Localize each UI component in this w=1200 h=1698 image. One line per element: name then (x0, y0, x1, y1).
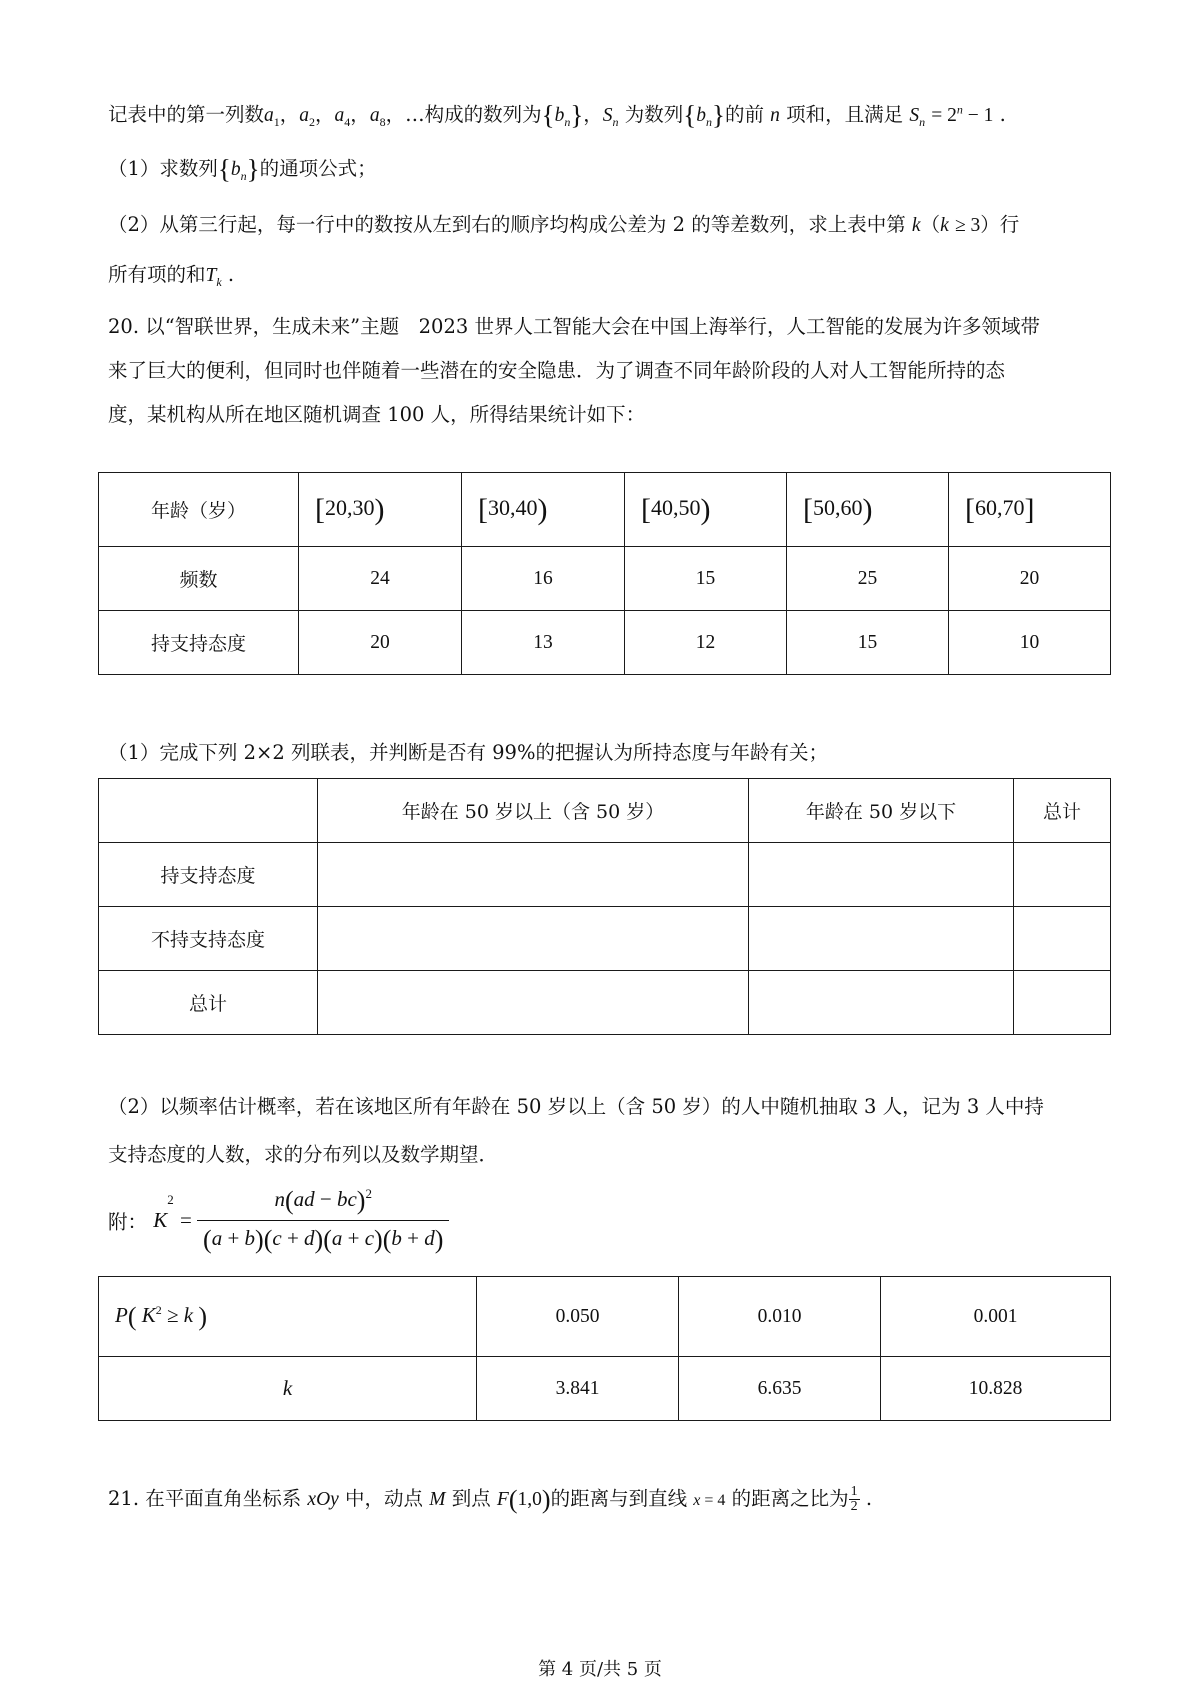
page-footer: 第 4 页/共 5 页 (538, 1659, 662, 1680)
critical-k-row (99, 1357, 1111, 1421)
part-2-line-1: （2）以频率估计概率，若在该地区所有年龄在 50 岁以上（含 50 岁）的人中随机抽取 3 人，记为 3 人中持 (108, 1095, 1044, 1118)
age-survey-table (98, 472, 1111, 675)
row-label: 总计 (99, 971, 318, 1035)
intro-line-1: 记表中的第一列数$a_1$，$a_2$，$a_4$，$a_8$，…构成的数列为$\{b_n\}$，$S_n$ 为数列$\{b_n\}$的前 n 项和，且满足 $S_n = 2^n - 1$ . (108, 100, 1006, 130)
table-cell: 0.010 (679, 1277, 881, 1357)
probability-row (99, 1277, 1111, 1357)
problem-20-line-3: 度，某机构从所在地区随机调查 100 人，所得结果统计如下： (108, 403, 646, 426)
age-header-label: 年龄（岁） (99, 473, 299, 547)
table-cell (318, 843, 749, 907)
row-label: 持支持态度 (99, 843, 318, 907)
contingency-header-row (99, 779, 1111, 843)
table-cell (749, 971, 1014, 1035)
table-cell: 6.635 (679, 1357, 881, 1421)
support-row (99, 611, 1111, 675)
problem-20-line-1: 20. 以“智联世界，生成未来”主题 2023 世界人工智能大会在中国上海举行，人工智能的发展为许多领域带 (108, 315, 1040, 338)
table-cell: 12 (625, 611, 787, 675)
table-cell (318, 907, 749, 971)
table-cell (318, 971, 749, 1035)
row-label: 频数 (99, 547, 299, 611)
question-2-line-2: 所有项的和$T_k$ . (108, 263, 235, 289)
row-label: 不持支持态度 (99, 907, 318, 971)
question-1: （1）求数列$\{b_n\}$的通项公式； (108, 154, 377, 184)
age-interval: [20,30) (299, 473, 462, 547)
table-cell: 24 (299, 547, 462, 611)
age-header-row (99, 473, 1111, 547)
k-label: k (99, 1357, 477, 1421)
problem-21: 21. 在平面直角坐标系 xOy 中，动点 M 到点 F(1,0)的距离与到直线 x = 4 的距离之比为 $\frac{1}{2}$ . (108, 1484, 873, 1514)
table-cell: 0.001 (881, 1277, 1111, 1357)
table-cell (1014, 843, 1111, 907)
table-cell (1014, 971, 1111, 1035)
table-cell (99, 779, 318, 843)
age-interval: [50,60) (787, 473, 949, 547)
column-header: 年龄在 50 岁以上（含 50 岁） (318, 779, 749, 843)
problem-20-line-2: 来了巨大的便利，但同时也伴随着一些潜在的安全隐患．为了调查不同年龄阶段的人对人工智能所持的态 (108, 359, 1006, 382)
part-1-text: （1）完成下列 2×2 列联表，并判断是否有 99%的把握认为所持态度与年龄有关； (108, 741, 828, 764)
table-cell (749, 843, 1014, 907)
table-cell: 15 (787, 611, 949, 675)
table-cell: 16 (462, 547, 625, 611)
table-cell: 3.841 (477, 1357, 679, 1421)
column-header: 年龄在 50 岁以下 (749, 779, 1014, 843)
contingency-row (99, 843, 1111, 907)
question-2-line-1: （2）从第三行起，每一行中的数按从左到右的顺序均构成公差为 2 的等差数列，求上表中第 k（k ≥ 3）行 (108, 213, 1020, 236)
column-header: 总计 (1014, 779, 1111, 843)
table-cell: 20 (949, 547, 1111, 611)
age-interval: [40,50) (625, 473, 787, 547)
critical-value-table (98, 1276, 1111, 1421)
contingency-row (99, 907, 1111, 971)
table-cell: 13 (462, 611, 625, 675)
table-cell: 20 (299, 611, 462, 675)
table-cell: 25 (787, 547, 949, 611)
frequency-row (99, 547, 1111, 611)
row-label: 持支持态度 (99, 611, 299, 675)
table-cell (1014, 907, 1111, 971)
table-cell: 15 (625, 547, 787, 611)
table-cell: 10 (949, 611, 1111, 675)
table-cell (749, 907, 1014, 971)
k-squared-formula: 附： $K^2$ = $\frac{n(ad - bc)^2}{(a + b)(c + d)(a + c)(b + d)}$ (108, 1186, 449, 1266)
table-cell: 0.050 (477, 1277, 679, 1357)
age-interval: [30,40) (462, 473, 625, 547)
probability-label: P( $K^2 \ge k$ ) (99, 1277, 477, 1357)
age-interval: [60,70] (949, 473, 1111, 547)
contingency-table (98, 778, 1111, 1035)
contingency-row (99, 971, 1111, 1035)
part-2-line-2: 支持态度的人数，求的分布列以及数学期望． (108, 1143, 499, 1166)
table-cell: 10.828 (881, 1357, 1111, 1421)
